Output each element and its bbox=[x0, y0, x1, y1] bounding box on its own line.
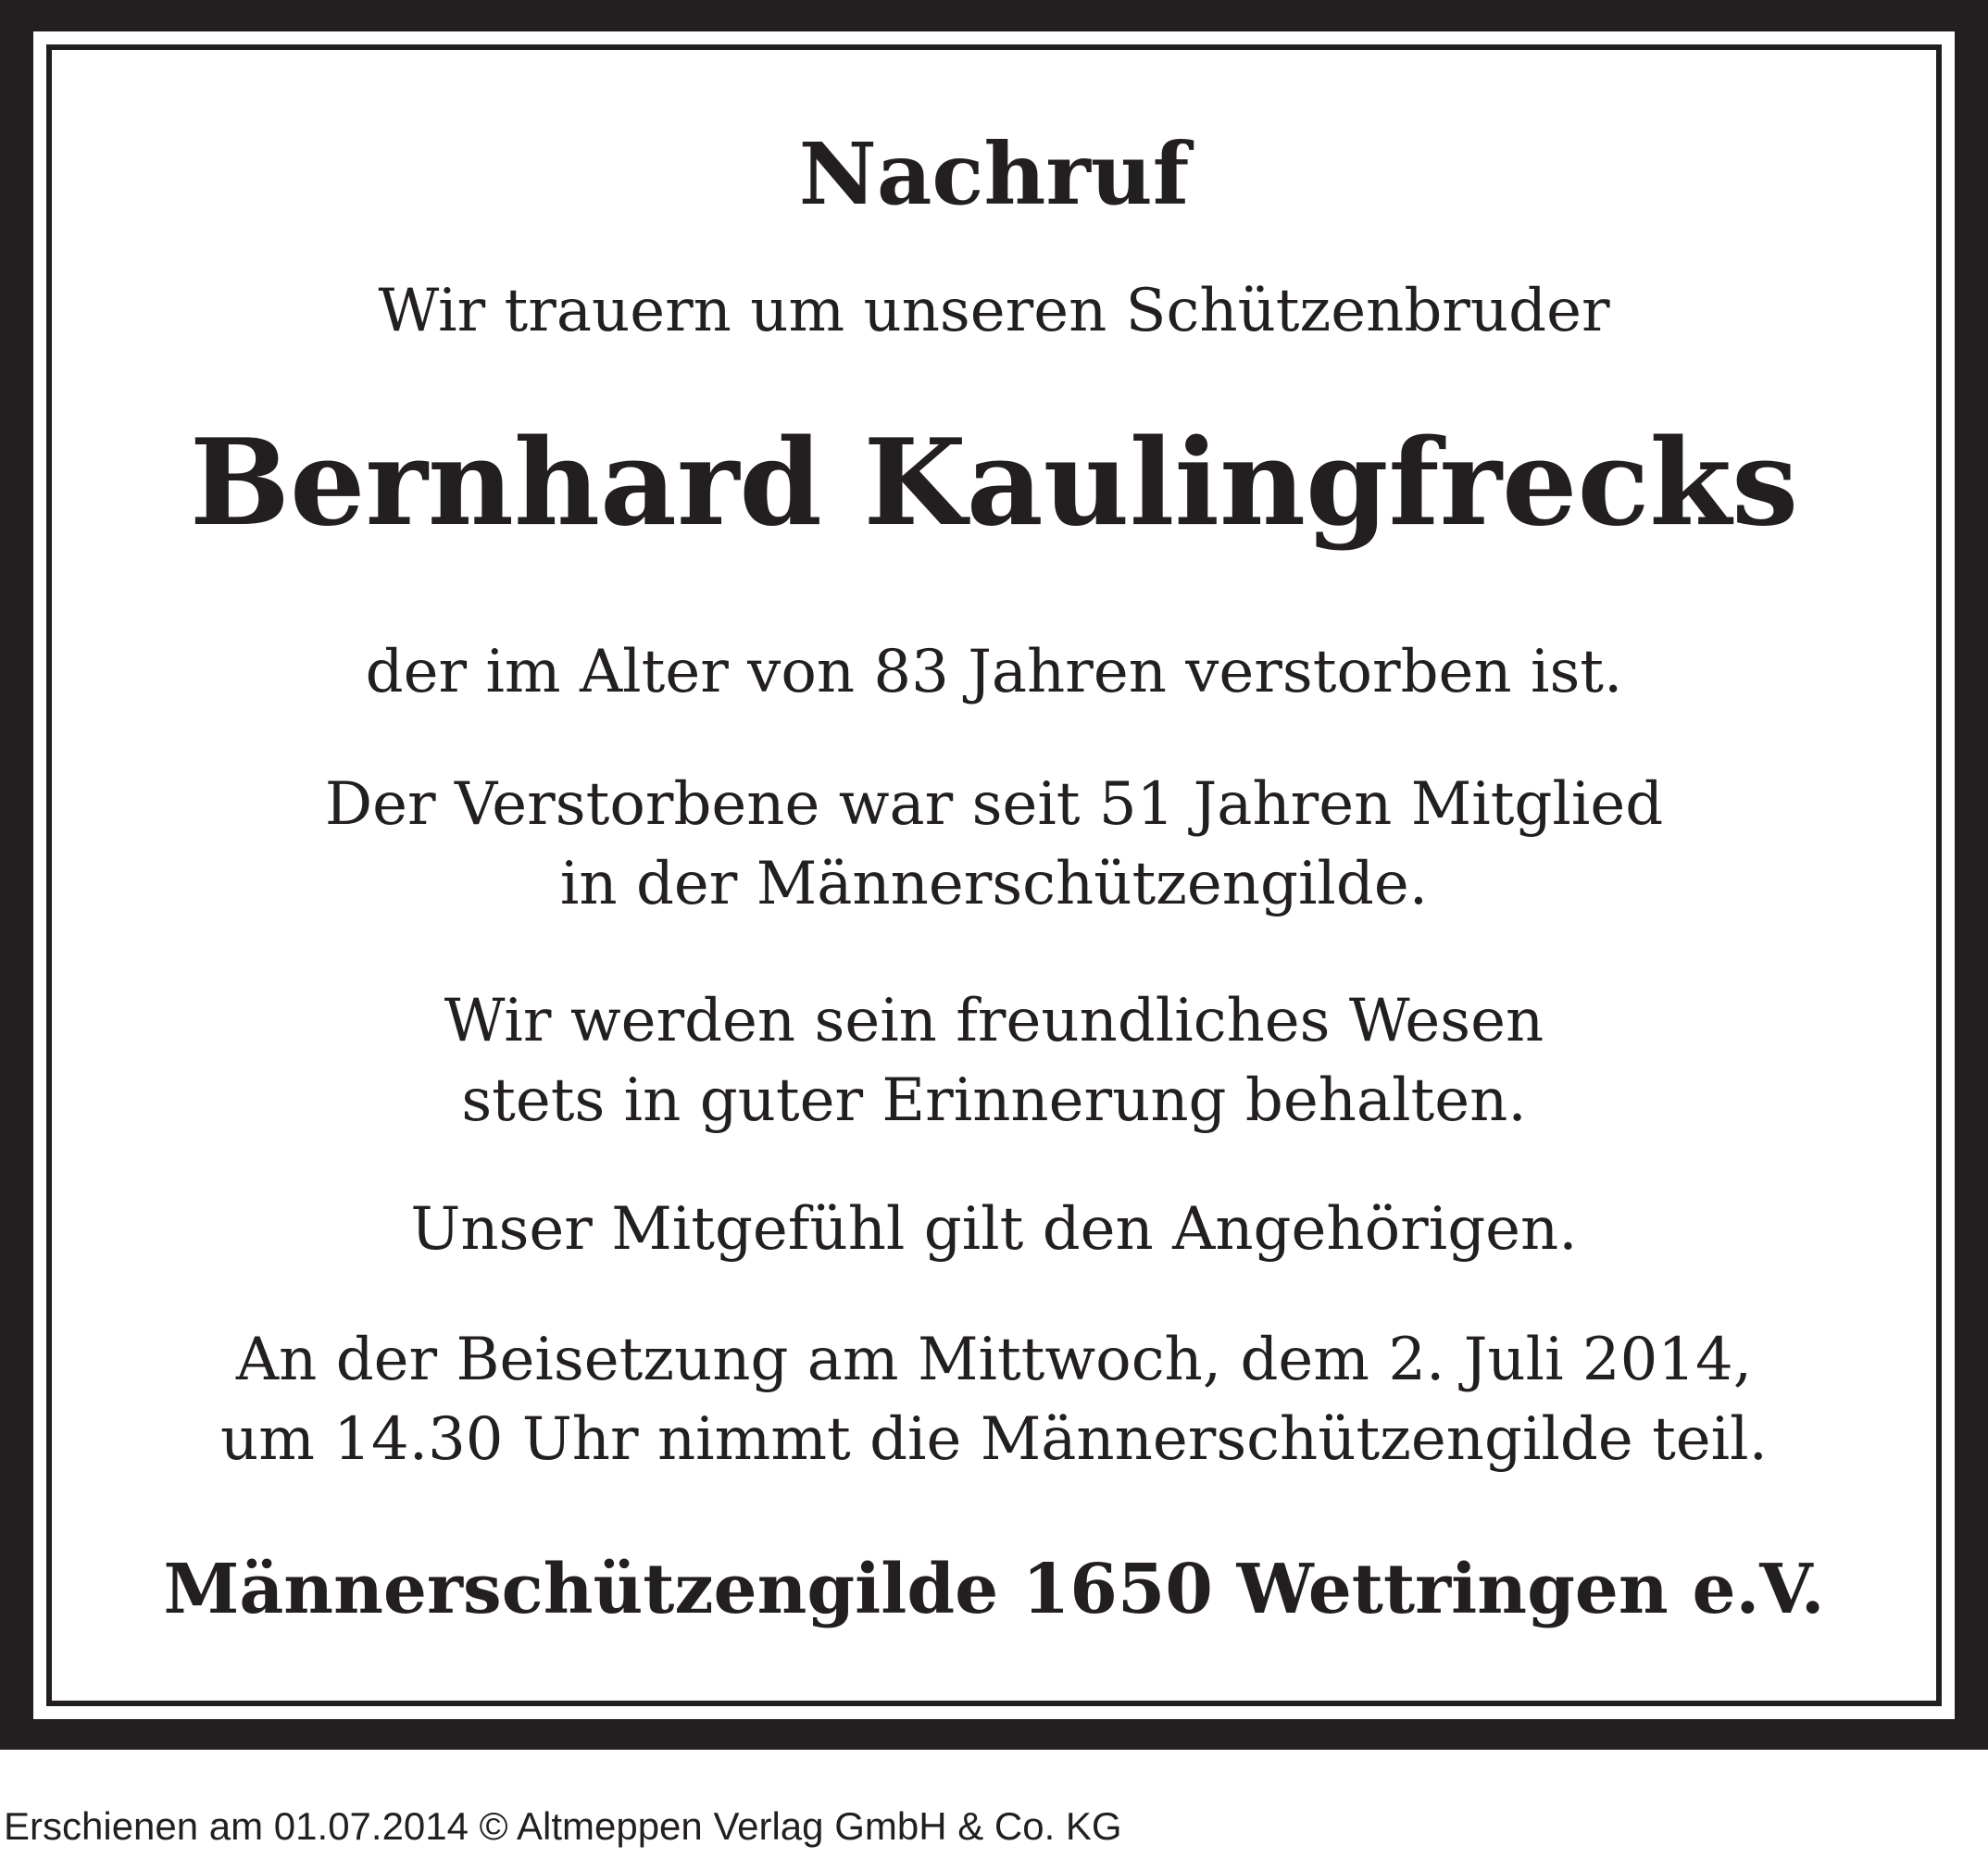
publication-footer: Erschienen am 01.07.2014 © Altmeppen Verlag GmbH & Co. KG bbox=[4, 1804, 1122, 1848]
age-line: der im Alter von 83 Jahren verstorben ist. bbox=[365, 638, 1623, 706]
intro-line: Wir trauern um unseren Schützenbruder bbox=[378, 277, 1610, 345]
funeral-line-2: um 14.30 Uhr nimmt die Männerschützengilde teil. bbox=[220, 1405, 1768, 1474]
memory-line-1: Wir werden sein freundliches Wesen bbox=[444, 987, 1544, 1055]
sympathy-line: Unser Mitgefühl gilt den Angehörigen. bbox=[410, 1195, 1578, 1264]
funeral-line-1: An der Beisetzung am Mittwoch, dem 2. Juli 2014, bbox=[235, 1326, 1753, 1394]
club-signature: Männerschützengilde 1650 Wettringen e.V. bbox=[163, 1550, 1825, 1629]
memory-line-2: stets in guter Erinnerung behalten. bbox=[461, 1066, 1527, 1135]
membership-paragraph bbox=[33, 765, 1955, 924]
notice-title: Nachruf bbox=[798, 124, 1190, 224]
obituary-notice bbox=[33, 31, 1955, 1719]
deceased-name: Bernhard Kaulingfrecks bbox=[189, 414, 1799, 553]
memory-paragraph bbox=[33, 981, 1955, 1141]
funeral-paragraph bbox=[33, 1320, 1955, 1479]
membership-line-1: Der Verstorbene war seit 51 Jahren Mitglied bbox=[324, 770, 1664, 839]
membership-line-2: in der Männerschützengilde. bbox=[559, 850, 1429, 918]
